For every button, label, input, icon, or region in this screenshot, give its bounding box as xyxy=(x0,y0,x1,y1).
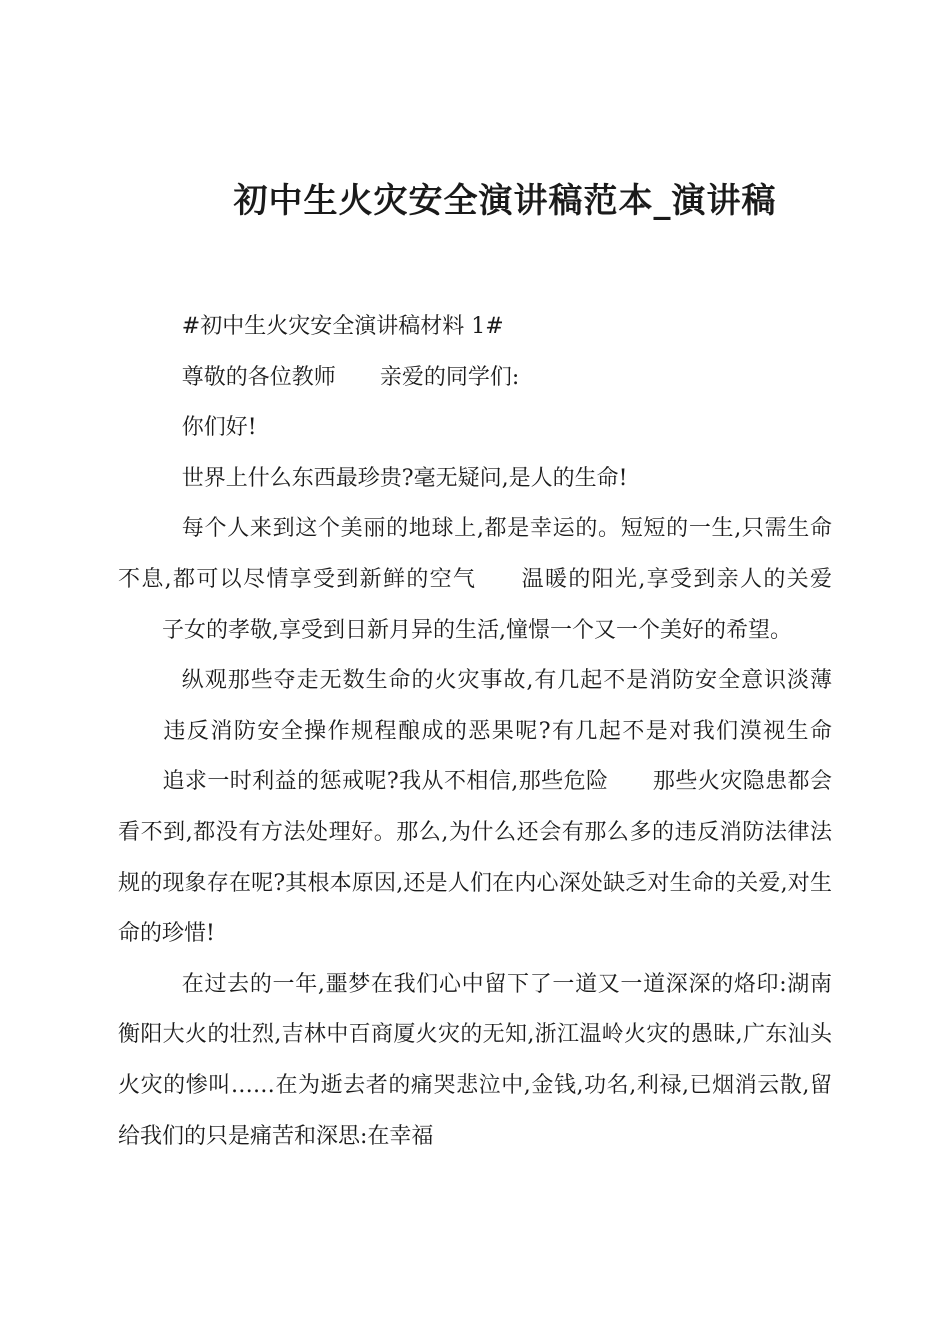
hello-line: 你们好! xyxy=(181,415,257,441)
paragraph-4: 在过去的一年,噩梦在我们心中留下了一道又一道深深的烙印:湖南衡阳大火的壮烈,吉林中百商厦火灾的无知,浙江温岭火灾的愚昧,广东汕头火灾的惨叫……在为逝去者的痛哭悲泣中,金钱,功名,利禄,已烟消云散,留给我们的只是痛苦和深思:在幸福 xyxy=(118,971,832,1149)
paragraph-3-part-d: 那些火灾隐患都会看不到,都没有方法处理好。那么,为什么还会有那么多的违反消防法律法规的现象存在呢?其根本原因,还是人们在内心深处缺乏对生命的关爱,对生命的珍惜! xyxy=(118,769,832,947)
greeting-line xyxy=(118,353,832,404)
document-body xyxy=(118,302,832,1162)
paragraph-3 xyxy=(118,656,832,960)
document-title: 初中生火灾安全演讲稿范本_演讲稿 xyxy=(233,181,777,221)
section-heading: #初中生火灾安全演讲稿材料 1# xyxy=(181,314,504,339)
paragraph-3-part-c: 追求一时利益的惩戒呢?我从不相信,那些危险 xyxy=(162,769,609,795)
greeting-part-2: 亲爱的同学们: xyxy=(379,364,520,390)
greeting-part-1: 尊敬的各位教师 xyxy=(181,364,336,390)
paragraph-2-part-a: 每个人来到这个美丽的地球上,都是幸运的。短短的一生,只需生命不息,都可以尽情享受到新鲜的空气 xyxy=(118,516,832,592)
paragraph-2-part-b: 温暖的阳光,享受到亲人的关爱 xyxy=(520,566,832,592)
paragraph-1: 世界上什么东西最珍贵?毫无疑问,是人的生命! xyxy=(181,465,628,491)
paragraph-2 xyxy=(118,504,832,656)
paragraph-3-part-a: 纵观那些夺走无数生命的火灾事故,有几起不是消防安全意识淡薄 xyxy=(181,668,832,694)
paragraph-3-part-b: 违反消防安全操作规程酿成的恶果呢?有几起不是对我们漠视生命 xyxy=(162,718,832,744)
paragraph-2-part-c: 子女的孝敬,享受到日新月异的生活,憧憬一个又一个美好的希望。 xyxy=(162,617,792,643)
